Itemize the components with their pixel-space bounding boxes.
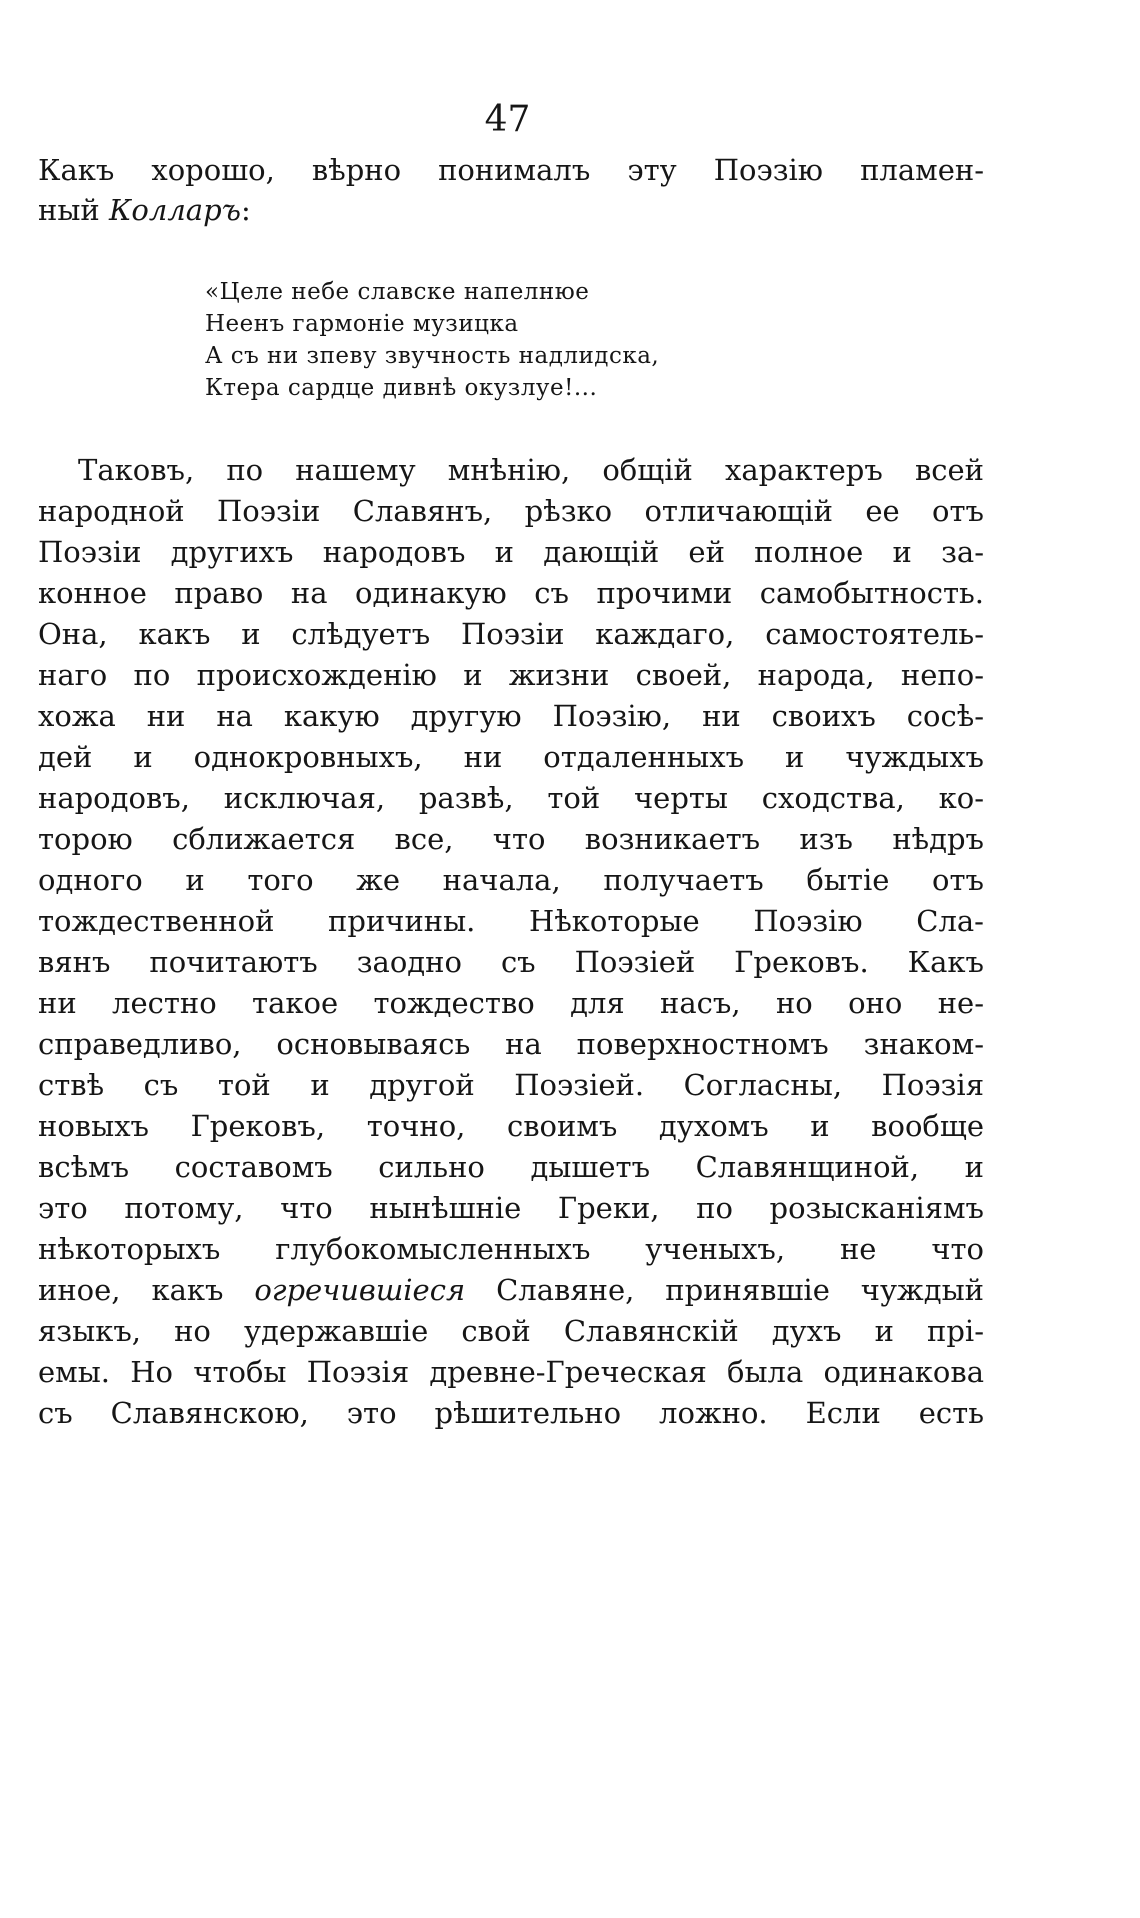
paragraph-line-italic [38, 1270, 984, 1310]
intro-line-2-text: ный [38, 193, 109, 227]
paragraph-line: наго по происхожденію и жизни своей, народа, непо- [38, 658, 984, 692]
paragraph-text: Славяне, принявшіе чуждый [465, 1273, 984, 1307]
verse-line-4: Ктера сардце дивнѣ окузлуе!... [205, 375, 598, 401]
poet-name: Колларъ [108, 193, 241, 227]
paragraph-line: дей и однокровныхъ, ни отдаленныхъ и чуждыхъ [38, 740, 984, 774]
intro-line-1: Какъ хорошо, вѣрно понималъ эту Поэзію пламен- [38, 153, 984, 187]
intro-line-2 [38, 190, 984, 230]
paragraph-line: съ Славянскою, это рѣшительно ложно. Если есть [38, 1396, 984, 1430]
paragraph-line: торою сближается все, что возникаетъ изъ нѣдръ [38, 822, 984, 856]
paragraph-line: ни лестно такое тождество для насъ, но оно не- [38, 986, 984, 1020]
paragraph-line: емы. Но чтобы Поэзія древне-Греческая была одинакова [38, 1355, 984, 1389]
paragraph-text: иное, какъ [38, 1273, 255, 1307]
paragraph-line: языкъ, но удержавшіе свой Славянскій духъ и прі- [38, 1314, 984, 1348]
paragraph-line: народовъ, исключая, развѣ, той черты сходства, ко- [38, 781, 984, 815]
page-number: 47 [484, 99, 531, 140]
verse-line-2: Неенъ гармоніе музицка [205, 311, 519, 337]
paragraph-line: народной Поэзіи Славянъ, рѣзко отличающій ее отъ [38, 494, 984, 528]
paragraph-line: всѣмъ составомъ сильно дышетъ Славянщиной, и [38, 1150, 984, 1184]
paragraph-line: справедливо, основываясь на поверхностномъ знаком- [38, 1027, 984, 1061]
verse-line-3: А съ ни зпеву звучность надлидска, [205, 343, 660, 369]
paragraph-line: вянъ почитаютъ заодно съ Поэзіей Грековъ. Какъ [38, 945, 984, 979]
paragraph-line: конное право на одинакую съ прочими самобытность. [38, 576, 984, 610]
italic-term: огречившіеся [254, 1273, 466, 1307]
paragraph-line: хожа ни на какую другую Поэзію, ни своихъ сосѣ- [38, 699, 984, 733]
paragraph-line: Она, какъ и слѣдуетъ Поэзіи каждаго, самостоятель- [38, 617, 984, 651]
paragraph-line: Таковъ, по нашему мнѣнію, общій характеръ всей [78, 453, 984, 487]
paragraph-line: это потому, что нынѣшніе Греки, по розысканіямъ [38, 1191, 984, 1225]
paragraph-line: нѣкоторыхъ глубокомысленныхъ ученыхъ, не что [38, 1232, 984, 1266]
paragraph-line: Поэзіи другихъ народовъ и дающій ей полное и за- [38, 535, 984, 569]
verse-line-1: «Целе небе славске напелнюе [205, 279, 590, 305]
paragraph-line: ствѣ съ той и другой Поэзіей. Согласны, Поэзія [38, 1068, 984, 1102]
paragraph-line: новыхъ Грековъ, точно, своимъ духомъ и вообще [38, 1109, 984, 1143]
paragraph-line: одного и того же начала, получаетъ бытіе отъ [38, 863, 984, 897]
paragraph-line: тождественной причины. Нѣкоторые Поэзію Сла- [38, 904, 984, 938]
intro-line-2-colon: : [240, 193, 251, 227]
